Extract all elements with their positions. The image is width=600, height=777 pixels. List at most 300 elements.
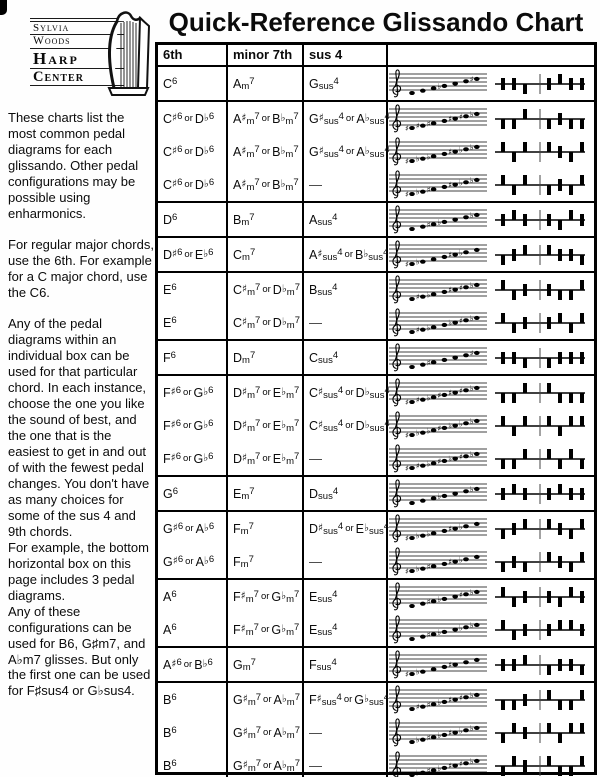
chord-name: $D♭m^7$ bbox=[272, 314, 300, 331]
chord-number: 6 bbox=[172, 211, 178, 223]
table-row bbox=[158, 716, 594, 749]
cell-sus4 bbox=[304, 273, 388, 306]
pedal-diagram bbox=[488, 69, 592, 99]
svg-text:♭: ♭ bbox=[469, 142, 474, 152]
chord-name: E♭sus$^4$ bbox=[355, 520, 390, 537]
pedal-diagram bbox=[488, 308, 592, 338]
svg-text:♯: ♯ bbox=[405, 431, 409, 440]
table-row bbox=[158, 238, 594, 271]
or-label: or bbox=[262, 317, 271, 328]
table-header-row bbox=[158, 45, 594, 67]
cell-6th bbox=[158, 168, 228, 201]
chord-number: 7 bbox=[294, 588, 300, 600]
chord-number: 7 bbox=[294, 757, 301, 769]
accidental: ♭ bbox=[203, 451, 209, 464]
chord-number: 6 bbox=[171, 314, 177, 326]
chord-number: 7 bbox=[255, 724, 262, 736]
table-body bbox=[158, 67, 594, 777]
or-label: or bbox=[185, 523, 194, 534]
chord-quality: m bbox=[240, 558, 249, 570]
chord-quality: m bbox=[241, 216, 250, 228]
chord-number: 6 bbox=[170, 349, 176, 361]
cell-minor7th bbox=[228, 716, 304, 749]
svg-text:♯: ♯ bbox=[405, 260, 409, 269]
staff-notation bbox=[388, 203, 488, 236]
chord-number: 6 bbox=[208, 450, 214, 462]
cell-notation bbox=[388, 102, 594, 135]
accidental: ♯ bbox=[241, 177, 247, 190]
cell-6th bbox=[158, 273, 228, 306]
chord-name: F♯sus$^4$ bbox=[309, 691, 342, 708]
cell-6th bbox=[158, 409, 228, 442]
staff-notation bbox=[388, 442, 488, 475]
cell-6th bbox=[158, 376, 228, 409]
staff-notation bbox=[388, 376, 488, 409]
or-label: or bbox=[345, 387, 354, 398]
svg-text:♭: ♭ bbox=[448, 454, 452, 464]
chord-name: $A^6$ bbox=[163, 621, 177, 637]
chord-name: $B♭m^7$ bbox=[272, 143, 299, 160]
pedal-diagram bbox=[488, 170, 592, 200]
sidebar-paragraph: For regular major chords, use the 6th. For example for a C major chord, use the C6. bbox=[8, 236, 154, 300]
svg-text:♭: ♭ bbox=[459, 522, 463, 532]
chord-group bbox=[158, 203, 594, 238]
cell-6th bbox=[158, 648, 228, 681]
chord-number: 4 bbox=[384, 110, 390, 122]
svg-text:♯: ♯ bbox=[426, 220, 431, 230]
chord-quality: sus bbox=[322, 251, 338, 263]
svg-text:♭: ♭ bbox=[469, 109, 474, 119]
chord-number: 6 bbox=[176, 656, 182, 668]
chord-name: G♯sus$^4$ bbox=[309, 143, 344, 160]
chord-name: $D♭m^7$ bbox=[272, 281, 300, 298]
svg-text:♯: ♯ bbox=[415, 461, 420, 471]
logo-line-center: Center bbox=[30, 69, 124, 86]
table-row bbox=[158, 306, 594, 339]
chord-quality: sus bbox=[317, 626, 333, 638]
svg-text:♯: ♯ bbox=[459, 112, 463, 122]
cell-sus4 bbox=[304, 67, 388, 100]
svg-text:♯: ♯ bbox=[459, 386, 463, 396]
svg-text:♯: ♯ bbox=[459, 316, 463, 326]
chord-name: $B^6$ bbox=[163, 691, 177, 707]
cell-sus4 bbox=[304, 168, 388, 201]
cell-notation bbox=[388, 409, 594, 442]
chord-number: 4 bbox=[338, 110, 344, 122]
chord-name: $E♭m^7$ bbox=[272, 417, 300, 434]
chord-name: $A♭m^7$ bbox=[273, 691, 301, 708]
svg-text:♯: ♯ bbox=[405, 190, 409, 199]
chord-quality: m bbox=[241, 80, 250, 92]
chord-name: $A^6$ bbox=[163, 588, 177, 604]
accidental: ♭ bbox=[281, 758, 287, 771]
svg-text:♯: ♯ bbox=[448, 695, 453, 705]
svg-text:♭: ♭ bbox=[469, 723, 474, 733]
chord-name: B♭$^6$ bbox=[194, 656, 213, 672]
accidental: ♭ bbox=[364, 111, 370, 124]
chord-number: 7 bbox=[253, 621, 259, 633]
accidental: ♯ bbox=[318, 144, 324, 157]
harp-icon bbox=[102, 10, 154, 96]
chord-quality: m bbox=[240, 525, 249, 537]
accidental: ♭ bbox=[203, 111, 209, 124]
svg-text:♯: ♯ bbox=[405, 464, 409, 473]
chord-name: $E♭m^7$ bbox=[272, 450, 300, 467]
chord-group bbox=[158, 376, 594, 477]
chord-name: Esus$^4$ bbox=[309, 588, 338, 605]
cell-minor7th bbox=[228, 580, 304, 613]
svg-text:♭: ♭ bbox=[415, 187, 420, 197]
chord-name: $E^6$ bbox=[163, 281, 177, 297]
cell-minor7th bbox=[228, 749, 304, 777]
accidental: ♯ bbox=[172, 111, 178, 124]
cell-6th bbox=[158, 238, 228, 271]
table-row bbox=[158, 376, 594, 409]
chord-name: $D♯m^7$ bbox=[233, 417, 261, 434]
accidental: ♯ bbox=[170, 385, 176, 398]
svg-text:♭: ♭ bbox=[469, 690, 474, 700]
svg-text:♯: ♯ bbox=[426, 766, 431, 776]
svg-text:♯: ♯ bbox=[405, 124, 409, 133]
chord-name: Dsus$^4$ bbox=[309, 485, 339, 502]
accidental: ♯ bbox=[318, 521, 324, 534]
cell-notation bbox=[388, 238, 594, 271]
no-option-dash: — bbox=[309, 725, 322, 740]
pedal-diagram bbox=[488, 411, 592, 441]
chord-name: F♯$^6$ bbox=[163, 384, 182, 400]
accidental: ♯ bbox=[172, 247, 178, 260]
pedal-diagram bbox=[488, 582, 592, 612]
or-label: or bbox=[184, 249, 193, 260]
chord-name: C♯$^6$ bbox=[163, 110, 183, 126]
staff-notation bbox=[388, 238, 488, 271]
svg-text:♯: ♯ bbox=[405, 567, 409, 576]
chord-quality: m bbox=[242, 661, 251, 673]
accidental: ♯ bbox=[317, 247, 323, 260]
staff-notation bbox=[388, 409, 488, 442]
pedal-diagram bbox=[488, 444, 592, 474]
cell-notation bbox=[388, 67, 594, 100]
cell-minor7th bbox=[228, 273, 304, 306]
pedal-diagram bbox=[488, 104, 592, 134]
cell-notation bbox=[388, 135, 594, 168]
cell-sus4 bbox=[304, 135, 388, 168]
cell-6th bbox=[158, 442, 228, 475]
svg-text:♭: ♭ bbox=[469, 484, 474, 494]
chord-group bbox=[158, 648, 594, 683]
logo-line-woods: Woods bbox=[30, 35, 124, 49]
chord-name: Dm$^7$ bbox=[233, 349, 256, 366]
chord-quality: sus bbox=[368, 525, 384, 537]
chord-quality: m bbox=[245, 593, 254, 605]
chord-number: 7 bbox=[294, 724, 301, 736]
cell-6th bbox=[158, 135, 228, 168]
chord-name: Fm$^7$ bbox=[233, 553, 254, 570]
or-label: or bbox=[262, 453, 271, 464]
chord-number: 6 bbox=[208, 246, 214, 258]
chord-name: $B♭m^7$ bbox=[272, 176, 299, 193]
chord-name: $G♯m^7$ bbox=[233, 691, 262, 708]
svg-text:♯: ♯ bbox=[448, 660, 453, 670]
chord-number: 6 bbox=[208, 176, 215, 188]
accidental: ♯ bbox=[240, 589, 246, 602]
chord-number: 7 bbox=[255, 281, 261, 293]
staff-notation bbox=[388, 683, 488, 716]
chord-name: $C♯m^7$ bbox=[233, 281, 261, 298]
chord-name: G♭$^6$ bbox=[193, 417, 214, 433]
chord-name: $A♭m^7$ bbox=[273, 757, 301, 774]
chord-quality: sus bbox=[369, 389, 385, 401]
table-row bbox=[158, 409, 594, 442]
chord-number: 7 bbox=[254, 143, 260, 155]
chord-quality: m bbox=[241, 490, 250, 502]
chord-quality: m bbox=[247, 319, 256, 331]
cell-sus4 bbox=[304, 477, 388, 510]
cell-6th bbox=[158, 67, 228, 100]
svg-text:♭: ♭ bbox=[415, 667, 420, 677]
chord-quality: sus bbox=[369, 422, 385, 434]
svg-text:♯: ♯ bbox=[448, 285, 453, 295]
chord-number: 6 bbox=[175, 417, 182, 429]
accidental: ♭ bbox=[281, 385, 287, 398]
svg-text:♯: ♯ bbox=[448, 557, 453, 567]
chord-name: A♭$^6$ bbox=[195, 553, 215, 569]
or-label: or bbox=[262, 387, 271, 398]
staff-notation bbox=[388, 613, 488, 646]
chord-name: $C♯m^7$ bbox=[233, 314, 261, 331]
chord-quality: m bbox=[246, 115, 255, 127]
chord-group bbox=[158, 238, 594, 273]
sidebar-paragraph: These charts list the most common pedal diagrams for each glissando. Other pedal configurations may be possible using enharmonics. bbox=[8, 110, 139, 221]
pedal-diagram bbox=[488, 751, 592, 777]
accidental: ♭ bbox=[203, 385, 209, 398]
svg-text:♭: ♭ bbox=[415, 531, 420, 541]
chord-quality: m bbox=[286, 762, 295, 774]
cell-6th bbox=[158, 203, 228, 236]
staff-notation bbox=[388, 477, 488, 510]
cell-sus4 bbox=[304, 341, 388, 374]
chord-group bbox=[158, 477, 594, 512]
sidebar-paragraph: Any of these configurations can be used for B6, G♯m7, and A♭m7 glisses. But only the first one can be used for F♯sus4 or G♭sus4. bbox=[8, 603, 151, 699]
accidental: ♭ bbox=[202, 657, 208, 670]
svg-text:♯: ♯ bbox=[405, 670, 409, 679]
header-notation bbox=[388, 45, 594, 65]
chord-name: $G♯m^7$ bbox=[233, 724, 262, 741]
table-row bbox=[158, 67, 594, 100]
chord-name: D♭$^6$ bbox=[194, 176, 215, 192]
chord-name: D♯$^6$ bbox=[163, 246, 183, 262]
or-label: or bbox=[260, 624, 270, 635]
chord-number: 7 bbox=[255, 314, 261, 326]
accidental: ♯ bbox=[318, 418, 324, 431]
chord-number: 6 bbox=[175, 450, 182, 462]
table-row bbox=[158, 168, 594, 201]
svg-text:♯: ♯ bbox=[459, 452, 463, 462]
chord-quality: sus bbox=[368, 251, 384, 263]
or-label: or bbox=[261, 146, 271, 157]
chord-number: 6 bbox=[208, 417, 214, 429]
chord-name: $A♯m^7$ bbox=[233, 143, 260, 160]
chord-number: 4 bbox=[337, 417, 344, 429]
chord-number: 4 bbox=[384, 143, 390, 155]
chord-number: 6 bbox=[171, 621, 177, 633]
accidental: ♭ bbox=[364, 385, 370, 398]
accidental: ♯ bbox=[240, 622, 246, 635]
staff-notation bbox=[388, 749, 488, 777]
or-label: or bbox=[184, 179, 193, 190]
chord-quality: m bbox=[247, 286, 256, 298]
or-label: or bbox=[261, 113, 271, 124]
chord-number: 7 bbox=[248, 553, 254, 565]
accidental: ♯ bbox=[242, 451, 248, 464]
table-row bbox=[158, 477, 594, 510]
svg-text:♯: ♯ bbox=[448, 388, 453, 398]
accidental: ♭ bbox=[203, 418, 209, 431]
accidental: ♭ bbox=[281, 282, 287, 295]
chord-quality: m bbox=[285, 148, 294, 160]
cell-notation bbox=[388, 273, 594, 306]
svg-text:♯: ♯ bbox=[448, 114, 453, 124]
pedal-diagram bbox=[488, 685, 592, 715]
chord-number: 6 bbox=[177, 520, 184, 532]
or-label: or bbox=[262, 284, 271, 295]
cell-6th bbox=[158, 749, 228, 777]
chord-quality: sus bbox=[323, 389, 338, 401]
svg-text:♭: ♭ bbox=[469, 449, 474, 459]
chord-group bbox=[158, 273, 594, 341]
or-label: or bbox=[184, 146, 193, 157]
chord-number: 6 bbox=[207, 656, 213, 668]
svg-text:♭: ♭ bbox=[469, 313, 474, 323]
chord-number: 4 bbox=[332, 281, 338, 293]
chord-number: 7 bbox=[294, 314, 300, 326]
cell-sus4 bbox=[304, 409, 388, 442]
or-label: or bbox=[183, 387, 192, 398]
svg-text:♯: ♯ bbox=[448, 761, 453, 771]
accidental: ♭ bbox=[364, 521, 369, 534]
chord-number: 4 bbox=[338, 143, 344, 155]
cell-6th bbox=[158, 512, 228, 545]
svg-text:♭: ♭ bbox=[459, 726, 463, 736]
cell-notation bbox=[388, 716, 594, 749]
chord-name: Fsus$^4$ bbox=[309, 656, 337, 673]
chord-number: 6 bbox=[208, 110, 215, 122]
cell-notation bbox=[388, 512, 594, 545]
pedal-diagram bbox=[488, 378, 592, 408]
chord-name: Csus$^4$ bbox=[309, 349, 339, 366]
scan-corner-mark bbox=[0, 0, 7, 15]
or-label: or bbox=[263, 694, 272, 705]
chord-name: C♯$^6$ bbox=[163, 143, 183, 159]
svg-text:♭: ♭ bbox=[437, 81, 442, 91]
cell-6th bbox=[158, 580, 228, 613]
chord-number: 4 bbox=[337, 246, 343, 258]
chord-number: 7 bbox=[255, 450, 261, 462]
chord-number: 7 bbox=[255, 757, 262, 769]
chord-number: 7 bbox=[248, 520, 254, 532]
chord-name: G♭$^6$ bbox=[193, 384, 214, 400]
svg-text:♯: ♯ bbox=[437, 456, 442, 466]
staff-notation bbox=[388, 648, 488, 681]
chord-number: 7 bbox=[294, 417, 300, 429]
staff-notation bbox=[388, 580, 488, 613]
staff-notation bbox=[388, 512, 488, 545]
chord-quality: sus bbox=[317, 286, 333, 298]
or-label: or bbox=[183, 659, 193, 670]
chord-quality: m bbox=[246, 181, 255, 193]
chord-quality: sus bbox=[316, 661, 332, 673]
svg-text:♯: ♯ bbox=[415, 292, 420, 302]
cell-minor7th bbox=[228, 409, 304, 442]
svg-text:♭: ♭ bbox=[459, 145, 463, 155]
accidental: ♯ bbox=[242, 418, 248, 431]
chord-number: 4 bbox=[383, 246, 389, 258]
chord-quality: m bbox=[247, 389, 256, 401]
chord-name: A♭$^6$ bbox=[195, 520, 215, 536]
svg-text:♯: ♯ bbox=[448, 180, 453, 190]
svg-text:♯: ♯ bbox=[426, 119, 431, 129]
chord-group bbox=[158, 102, 594, 203]
accidental: ♯ bbox=[172, 554, 178, 567]
chord-number: 6 bbox=[177, 110, 183, 122]
or-label: or bbox=[183, 453, 192, 464]
chord-quality: m bbox=[247, 762, 256, 774]
chord-quality: m bbox=[286, 455, 295, 467]
chord-name: G♯sus$^4$ bbox=[309, 110, 344, 127]
table-row bbox=[158, 203, 594, 236]
chord-name: G♭$^6$ bbox=[193, 450, 214, 466]
chord-quality: m bbox=[286, 422, 295, 434]
chord-quality: m bbox=[286, 696, 295, 708]
cell-minor7th bbox=[228, 376, 304, 409]
svg-text:♭: ♭ bbox=[459, 419, 463, 429]
accidental: ♭ bbox=[280, 144, 286, 157]
cell-sus4 bbox=[304, 442, 388, 475]
no-option-dash: — bbox=[309, 554, 322, 569]
svg-text:♭: ♭ bbox=[426, 529, 431, 539]
or-label: or bbox=[345, 113, 355, 124]
cell-6th bbox=[158, 545, 228, 578]
pedal-diagram bbox=[488, 718, 592, 748]
svg-text:♭: ♭ bbox=[437, 763, 442, 773]
accidental: ♭ bbox=[363, 247, 369, 260]
chord-quality: m bbox=[286, 389, 295, 401]
chord-quality: m bbox=[247, 729, 256, 741]
header-6th: 6th bbox=[158, 45, 228, 65]
svg-text:♭: ♭ bbox=[469, 587, 474, 597]
chord-name: A♭sus$^4$ bbox=[356, 110, 390, 127]
chord-number: 4 bbox=[332, 588, 338, 600]
chord-quality: m bbox=[242, 354, 250, 366]
cell-minor7th bbox=[228, 203, 304, 236]
chord-name: D♭sus$^4$ bbox=[355, 384, 390, 401]
cell-notation bbox=[388, 613, 594, 646]
chord-quality: sus bbox=[317, 216, 333, 228]
chord-name: $E^6$ bbox=[163, 314, 177, 330]
accidental: ♭ bbox=[281, 418, 287, 431]
pedal-diagram bbox=[488, 137, 592, 167]
chord-number: 4 bbox=[332, 485, 339, 497]
chord-quality: m bbox=[286, 286, 295, 298]
chord-quality: sus bbox=[369, 148, 385, 160]
table-row bbox=[158, 341, 594, 374]
chord-quality: sus bbox=[317, 593, 333, 605]
accidental: ♭ bbox=[364, 144, 370, 157]
accidental: ♯ bbox=[172, 144, 178, 157]
cell-notation bbox=[388, 749, 594, 777]
or-label: or bbox=[261, 179, 271, 190]
chord-number: 7 bbox=[249, 485, 255, 497]
